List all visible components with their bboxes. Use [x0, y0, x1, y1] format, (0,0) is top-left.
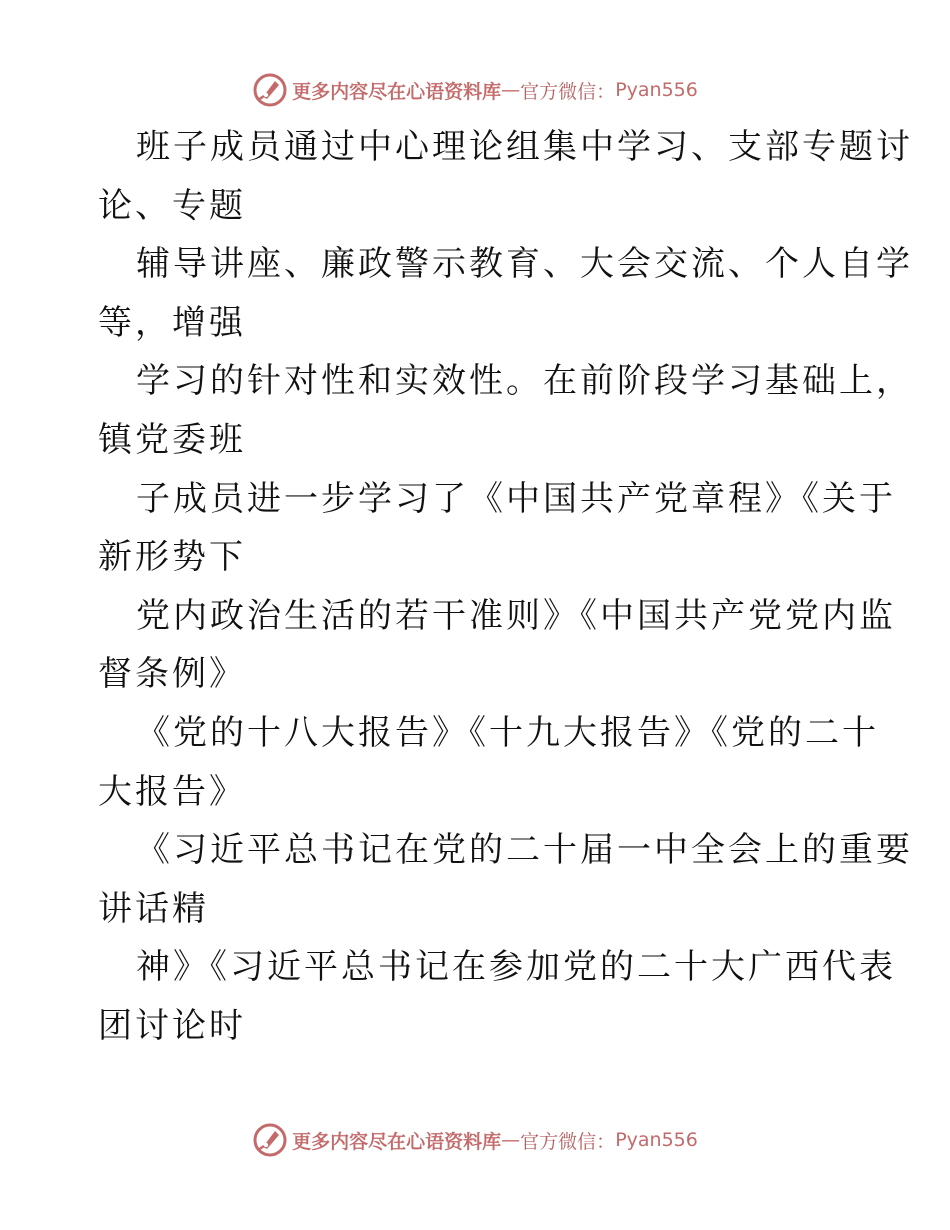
body-line: 辅导讲座、廉政警示教育、大会交流、个人自学: [136, 244, 913, 285]
pen-nib-icon: [252, 72, 288, 108]
body-line: 《习近平总书记在党的二十届一中全会上的重要: [136, 830, 913, 871]
footer-wechat-label: 官方微信：: [520, 1130, 616, 1153]
page-footer: [0, 1120, 950, 1160]
body-line: 论、专题: [98, 185, 246, 226]
body-line: 神》《习近平总书记在参加党的二十大广西代表: [136, 947, 896, 988]
footer-brand: [252, 1122, 698, 1158]
footer-wechat-id: Pyan556: [615, 1129, 698, 1151]
body-line: 学习的针对性和实效性。在前阶段学习基础上，: [136, 361, 913, 402]
body-line: 等，增强: [98, 302, 246, 343]
header-brand-text: 更多内容尽在心语资料库: [292, 80, 502, 103]
header-wechat-id: Pyan556: [615, 79, 698, 101]
footer-brand-text: 更多内容尽在心语资料库: [292, 1130, 502, 1153]
body-line: 子成员进一步学习了《中国共产党章程》《关于: [136, 478, 896, 519]
body-line: 镇党委班: [98, 419, 246, 460]
body-line: 大报告》: [98, 771, 246, 812]
header-brand: [252, 72, 698, 108]
body-line: 讲话精: [98, 888, 209, 929]
body-line: 党内政治生活的若干准则》《中国共产党党内监: [136, 595, 896, 636]
header-wechat-label: 官方微信：: [520, 80, 616, 103]
page-header: [0, 70, 950, 110]
body-line: 《党的十八大报告》《十九大报告》《党的二十: [136, 712, 879, 753]
document-body: [98, 118, 913, 1056]
pen-nib-icon: [252, 1122, 288, 1158]
body-line: 新形势下: [98, 537, 246, 578]
footer-dash: —: [501, 1129, 521, 1151]
body-line: 督条例》: [98, 654, 246, 695]
body-line: 班子成员通过中心理论组集中学习、支部专题讨: [136, 127, 913, 167]
body-line: 团讨论时: [98, 1005, 246, 1046]
header-dash: —: [501, 79, 521, 101]
